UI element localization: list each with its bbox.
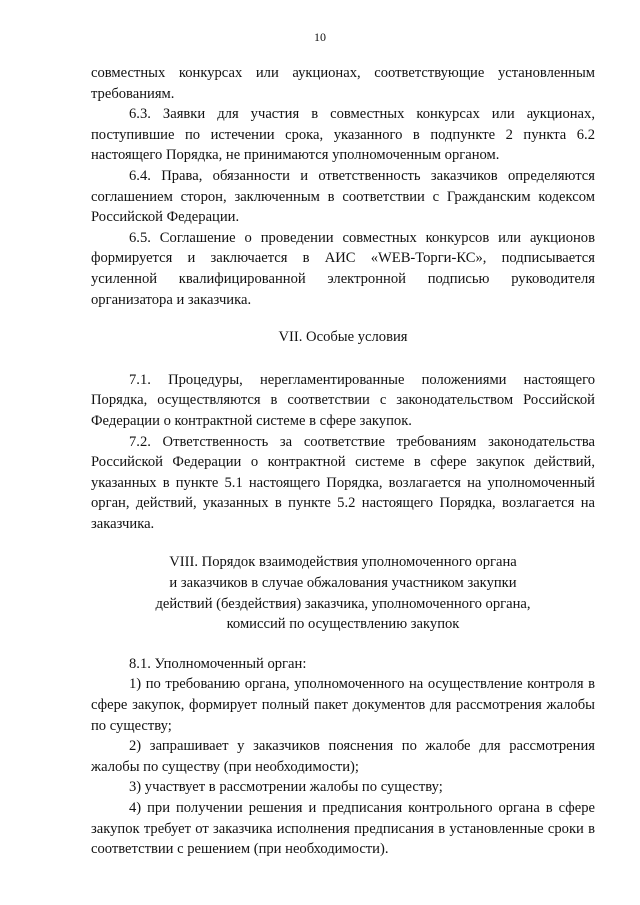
paragraph-6-5: 6.5. Соглашение о проведении совместных конкурсов или аукционов формируется и заключается в АИС «WEB-Торги-КС», подписывается усиленной квалифицированной электронной подписью руководителя организатора и заказчика. <box>91 229 595 308</box>
section-8-heading-line: действий (бездействия) заказчика, уполномоченного органа, <box>155 595 531 612</box>
page-number: 10 <box>314 30 326 44</box>
list-item-1: 1) по требованию органа, уполномоченного на осуществление контроля в сфере закупок, формирует полный пакет документов для рассмотрения жалобы по существу; <box>91 676 595 734</box>
section-8-heading-line: VIII. Порядок взаимодействия уполномоченного органа <box>169 554 517 571</box>
list-item-3: 3) участвует в рассмотрении жалобы по существу; <box>129 779 443 796</box>
paragraph-6-3: 6.3. Заявки для участия в совместных конкурсах или аукционах, поступившие по истечении срока, указанного в подпункте 2 пункта 6.2 настоящего Порядка, не принимаются уполномоченным органом. <box>91 106 595 164</box>
list-item-2: 2) запрашивает у заказчиков пояснения по жалобе для рассмотрения жалобы по существу (при необходимости); <box>91 738 595 775</box>
section-8-heading <box>91 552 595 634</box>
section-8-heading-line: и заказчиков в случае обжалования участником закупки <box>169 575 517 592</box>
paragraph-8-1: 8.1. Уполномоченный орган: <box>129 655 307 672</box>
paragraph-continuation: совместных конкурсах или аукционах, соответствующие установленным требованиям. <box>91 65 595 102</box>
section-8-heading-line: комиссий по осуществлению закупок <box>226 616 460 633</box>
document-body <box>91 63 595 860</box>
paragraph-6-4: 6.4. Права, обязанности и ответственность заказчиков определяются соглашением сторон, заключенным в соответствии с Гражданским кодексом Российской Федерации. <box>91 167 595 226</box>
paragraph-7-2: 7.2. Ответственность за соответствие требованиям законодательства Российской Федерации о контрактной системе в сфере закупок действий, указанных в пункте 5.1 настоящего Порядка, возлагается на уполномоченный орган, действий, указанных в пункте 5.2 настоящего Порядка, возлагается на заказчика. <box>91 433 595 532</box>
section-7-heading: VII. Особые условия <box>278 329 408 346</box>
paragraph-7-1: 7.1. Процедуры, нерегламентированные положениями настоящего Порядка, осуществляются в соответствии с законодательством Российской Федерации о контрактной системе в сфере закупок. <box>91 371 595 429</box>
list-item-4: 4) при получении решения и предписания контрольного органа в сфере закупок требует от заказчика исполнения предписания в установленные сроки в соответствии с решением (при необходимости). <box>91 800 595 858</box>
